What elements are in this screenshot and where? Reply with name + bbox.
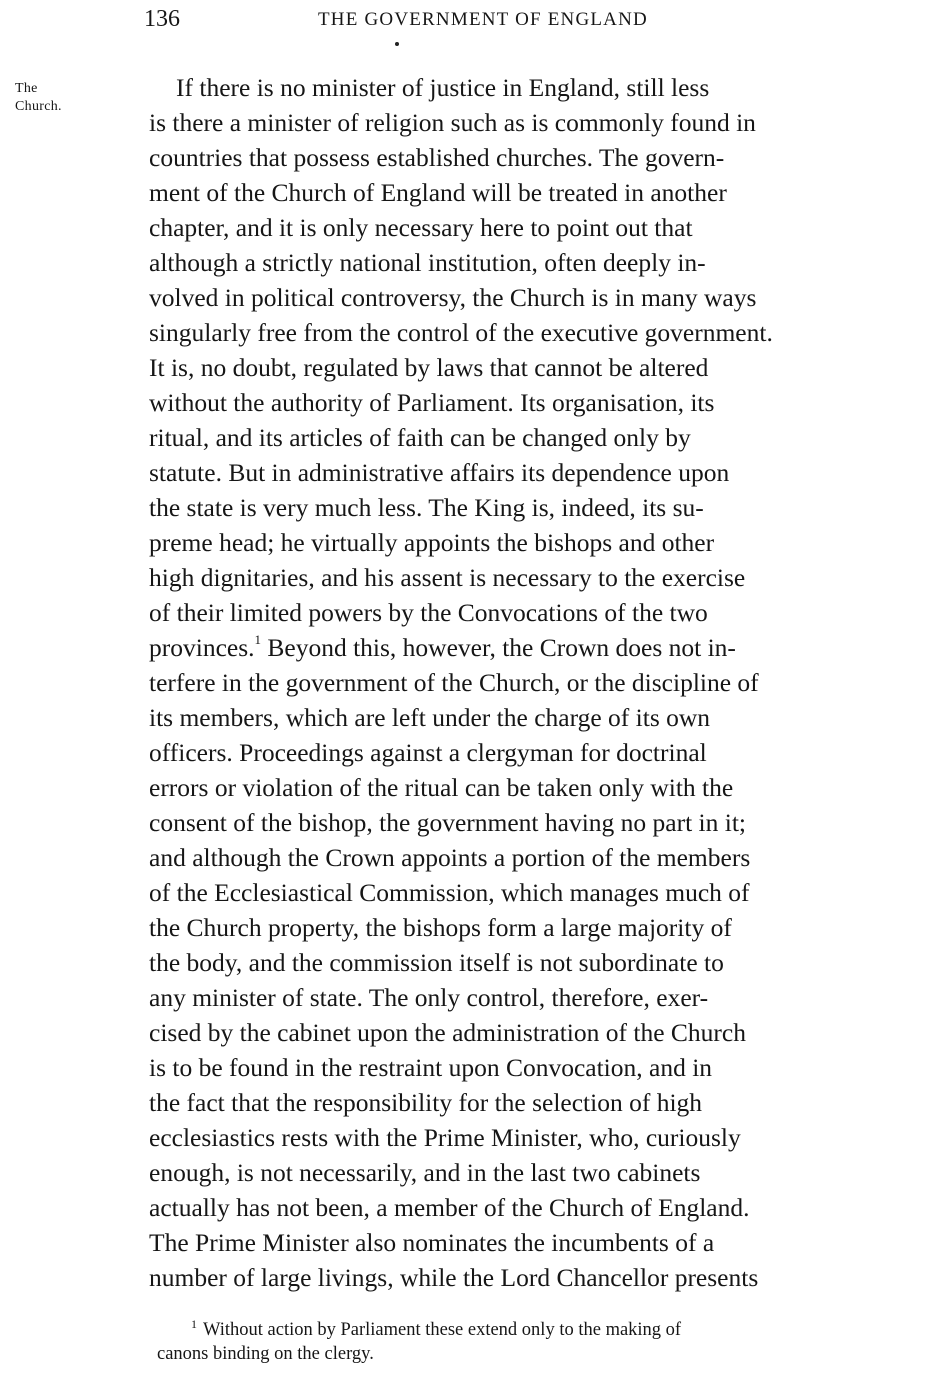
text-line: errors or violation of the ritual can be taken only with the	[149, 773, 734, 802]
text-line: of their limited powers by the Convocations of the two	[149, 598, 708, 627]
text-line: officers. Proceedings against a clergyman for doctrinal	[149, 738, 707, 767]
footnote-marker: 1	[191, 1317, 197, 1331]
text-line: actually has not been, a member of the Church of England.	[149, 1193, 750, 1222]
page-number: 136	[144, 6, 180, 32]
text-line: enough, is not necessarily, and in the last two cabinets	[149, 1158, 701, 1187]
text-line: high dignitaries, and his assent is necessary to the exercise	[149, 563, 746, 592]
text-line: singularly free from the control of the executive government.	[149, 318, 773, 347]
text-line: without the authority of Parliament. Its organisation, its	[149, 388, 715, 417]
text-line: the fact that the responsibility for the selection of high	[149, 1088, 703, 1117]
footnote-reference[interactable]: 1	[254, 632, 262, 647]
text-line: statute. But in administrative affairs its dependence upon	[149, 458, 730, 487]
text-line: is there a minister of religion such as is commonly found in	[149, 108, 756, 137]
body-text	[149, 70, 921, 1295]
text-line: If there is no minister of justice in England, still less	[176, 73, 710, 102]
footnote-line: canons binding on the clergy.	[157, 1344, 374, 1364]
text-line: of the Ecclesiastical Commission, which manages much of	[149, 878, 750, 907]
text-line: consent of the bishop, the government having no part in it;	[149, 808, 747, 837]
text-line: the body, and the commission itself is not subordinate to	[149, 948, 724, 977]
text-line: terfere in the government of the Church, or the discipline of	[149, 668, 759, 697]
text-line: and although the Crown appoints a portion of the members	[149, 843, 751, 872]
ornament-dot	[395, 42, 399, 46]
text-line: volved in political controversy, the Church is in many ways	[149, 283, 757, 312]
text-line: its members, which are left under the charge of its own	[149, 703, 711, 732]
text-fragment: provinces.	[149, 633, 255, 662]
text-line: It is, no doubt, regulated by laws that cannot be altered	[149, 353, 709, 382]
text-line: cised by the cabinet upon the administration of the Church	[149, 1018, 746, 1047]
text-line: is to be found in the restraint upon Convocation, and in	[149, 1053, 713, 1082]
text-line: chapter, and it is only necessary here to point out that	[149, 213, 693, 242]
text-line: ment of the Church of England will be treated in another	[149, 178, 727, 207]
running-head: THE GOVERNMENT OF ENGLAND	[318, 9, 648, 30]
margin-note-line: Church.	[15, 99, 62, 114]
text-line: although a strictly national institution, often deeply in-	[149, 248, 706, 277]
text-line	[149, 630, 921, 665]
text-line: any minister of state. The only control, therefore, exer-	[149, 983, 709, 1012]
text-line: ecclesiastics rests with the Prime Minister, who, curiously	[149, 1123, 741, 1152]
margin-note	[15, 80, 125, 116]
text-line: The Prime Minister also nominates the incumbents of a	[149, 1228, 715, 1257]
footnote-text: Without action by Parliament these extend only to the making of	[203, 1320, 682, 1340]
text-line: ritual, and its articles of faith can be changed only by	[149, 423, 691, 452]
text-line: the state is very much less. The King is, indeed, its su-	[149, 493, 704, 522]
text-line: number of large livings, while the Lord Chancellor presents	[149, 1263, 759, 1292]
text-line: countries that possess established churches. The govern-	[149, 143, 725, 172]
text-line: the Church property, the bishops form a large majority of	[149, 913, 732, 942]
footnote	[157, 1318, 927, 1366]
margin-note-line: The	[15, 81, 38, 96]
footnote-line	[157, 1318, 927, 1342]
text-fragment: Beyond this, however, the Crown does not in-	[261, 633, 736, 662]
text-line: preme head; he virtually appoints the bishops and other	[149, 528, 715, 557]
